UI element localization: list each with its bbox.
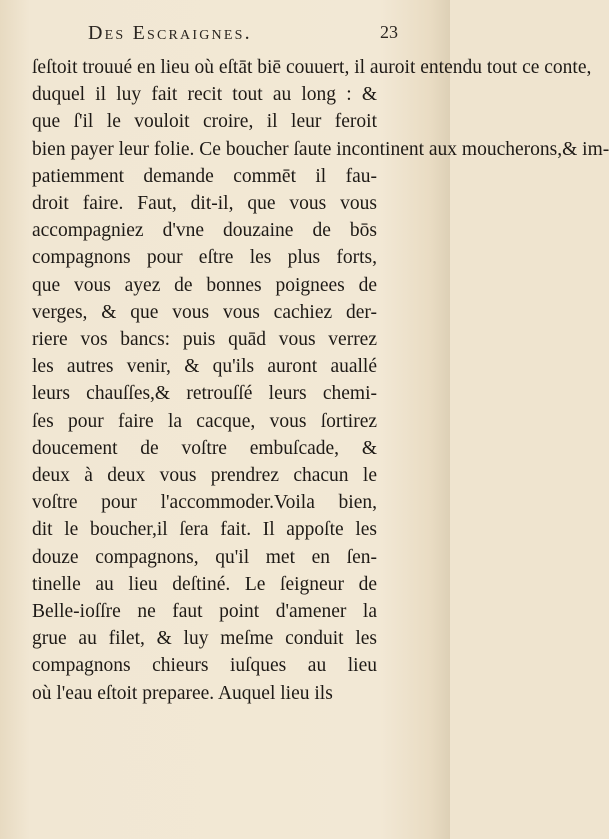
- page-header: [0, 22, 450, 48]
- text-line: droit faire. Faut, dit-il, que vous vous: [32, 193, 377, 215]
- text-line: grue au filet, & luy meſme conduit les: [32, 628, 377, 650]
- text-line: ſes pour faire la cacque, vous ſortirez: [32, 410, 377, 432]
- text-line: compagnons pour eſtre les plus forts,: [32, 247, 377, 269]
- text-line: que ſ'il le vouloit croire, il leur feroit: [32, 111, 377, 133]
- text-line: tinelle au lieu deſtiné. Le ſeigneur de: [32, 573, 377, 595]
- text-line: dit le boucher,il ſera fait. Il appoſte les: [32, 519, 377, 541]
- text-line: Belle-ioſſre ne faut point d'amener la: [32, 601, 377, 623]
- running-head: Des Escraignes.: [88, 22, 252, 44]
- text-line: douze compagnons, qu'il met en ſen-: [32, 546, 377, 568]
- page-number: 23: [380, 22, 398, 42]
- text-line: bien payer leur folie. Ce boucher ſaute incontinent aux moucherons,& im-: [32, 138, 609, 160]
- text-line: compagnons chieurs iuſques au lieu: [32, 655, 377, 677]
- text-line: duquel il luy fait recit tout au long : &: [32, 84, 377, 106]
- text-line: ſeſtoit trouué en lieu où eſtāt biē couuert, il auroit entendu tout ce conte,: [32, 57, 592, 78]
- text-line: où l'eau eſtoit preparee. Auquel lieu ils: [32, 682, 333, 704]
- text-line: patiemment demande commēt il fau-: [32, 165, 377, 187]
- text-line: deux à deux vous prendrez chacun le: [32, 465, 377, 487]
- body-text: [32, 54, 609, 707]
- text-line: les autres venir, & qu'ils auront auallé: [32, 356, 377, 378]
- text-line: verges, & que vous vous cachiez der-: [32, 301, 377, 323]
- text-line: accompagniez d'vne douzaine de bōs: [32, 220, 377, 242]
- text-line: leurs chauſſes,& retrouſſé leurs chemi-: [32, 383, 377, 405]
- text-line: que vous ayez de bonnes poignees de: [32, 274, 377, 296]
- text-line: riere vos bancs: puis quād vous verrez: [32, 329, 377, 351]
- text-line: doucement de voſtre embuſcade, &: [32, 437, 377, 459]
- text-line: voſtre pour l'accommoder.Voila bien,: [32, 492, 377, 514]
